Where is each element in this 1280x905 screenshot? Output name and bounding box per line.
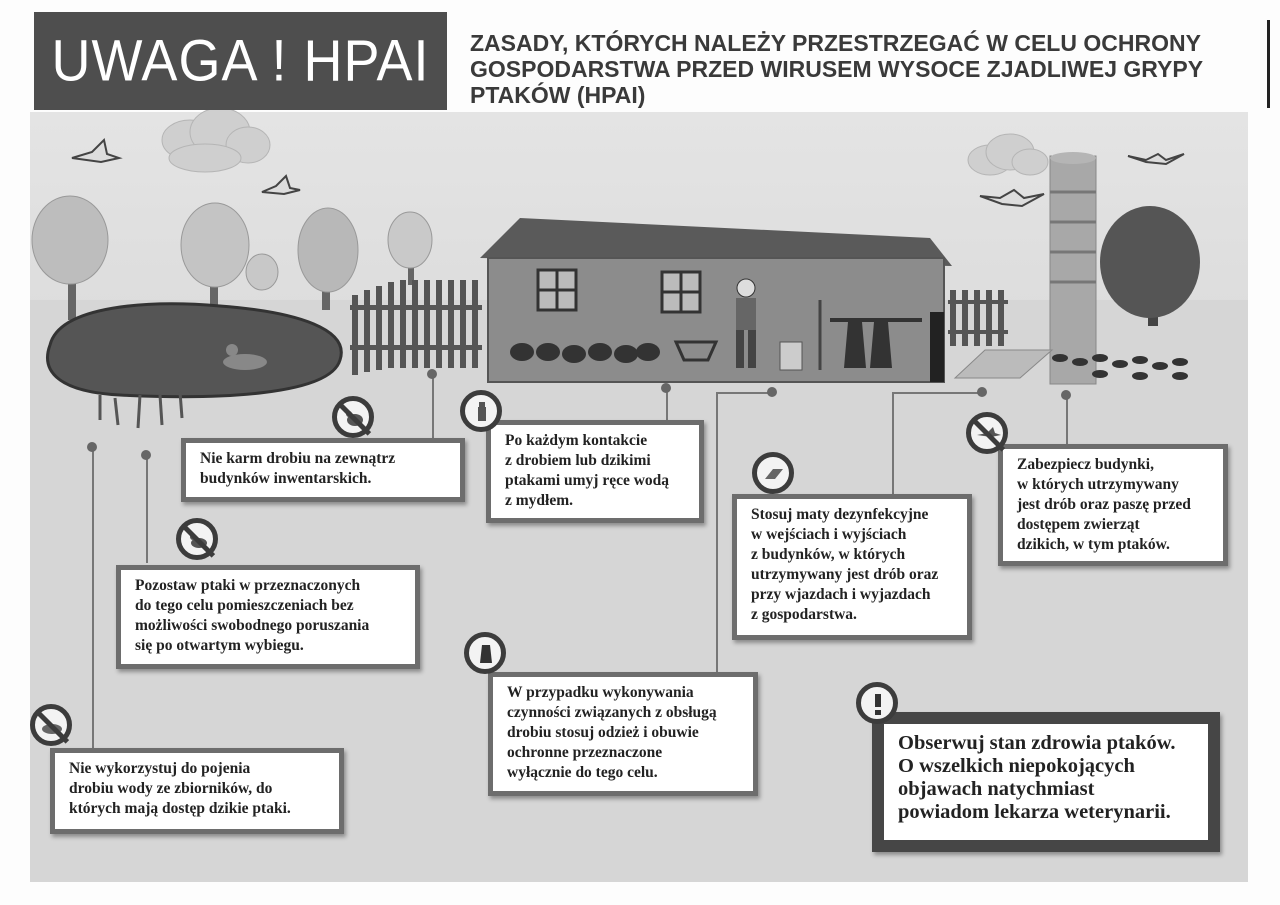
- cloud-left: [162, 108, 270, 172]
- leader-dot: [661, 383, 671, 393]
- fence-left: [350, 280, 482, 375]
- leader-dot: [141, 450, 151, 460]
- leader-dot: [767, 387, 777, 397]
- protective-apron-icon: [464, 632, 506, 674]
- leader-line: [1066, 398, 1068, 444]
- exclamation-icon: [856, 682, 898, 724]
- page-title: ZASADY, KTÓRYCH NALEŻY PRZESTRZEGAĆ W CELU OCHRONY GOSPODARSTWA PRZED WIRUSEM WYSOCE ZJADLIWEJ GRYPY PTAKÓW (HPAI): [470, 30, 1204, 108]
- no-wild-birds-icon: [966, 412, 1008, 454]
- tree-right: [1100, 206, 1200, 326]
- leader-line: [432, 374, 434, 438]
- leader-dot: [427, 369, 437, 379]
- trees-left: [32, 196, 432, 320]
- rule-observe-health: Obserwuj stan zdrowia ptaków. O wszelkich niepokojących objawach natychmiast powiadom lekarza weterynarii.: [872, 712, 1220, 852]
- rule-disinfection-mats: Stosuj maty dezynfekcyjne w wejściach i wyjściach z budynków, w których utrzymywany jest drób oraz przy wjazdach i wyjazdach z gospodarstwa.: [732, 494, 972, 640]
- rule-keep-birds-indoors: Pozostaw ptaki w przeznaczonych do tego celu pomieszczeniach bez możliwości swobodnego poruszania się po otwartym wybiegu.: [116, 565, 420, 669]
- warning-banner: [34, 12, 447, 110]
- banner-title: UWAGA ! HPAI: [51, 28, 430, 94]
- rule-secure-buildings: Zabezpiecz budynki, w których utrzymywany jest drób oraz paszę przed dostępem zwierząt dzikich, w tym ptaków.: [998, 444, 1228, 566]
- cloud-right: [968, 134, 1048, 175]
- doormat: [955, 350, 1052, 378]
- no-feeding-icon: [332, 396, 374, 438]
- edge-line: [1267, 20, 1270, 108]
- barn: [480, 218, 952, 382]
- leader-line: [146, 455, 148, 563]
- leader-line: [892, 392, 894, 496]
- leader-line: [716, 392, 718, 672]
- leader-line: [716, 392, 772, 394]
- no-free-range-icon: [176, 518, 218, 560]
- leader-dot: [977, 387, 987, 397]
- rule-protective-clothing: W przypadku wykonywania czynności związanych z obsługą drobiu stosuj odzież i obuwie ochronne przeznaczone wyłącznie do tego celu.: [488, 672, 758, 796]
- rule-no-wild-water: Nie wykorzystuj do pojenia drobiu wody ze zbiorników, do których mają dostęp dzikie ptaki.: [50, 748, 344, 834]
- leader-line: [892, 392, 982, 394]
- leader-dot: [1061, 390, 1071, 400]
- leader-line: [92, 446, 94, 748]
- pond: [48, 304, 342, 428]
- disinfection-mat-icon: [752, 452, 794, 494]
- rule-no-outdoor-feeding: Nie karm drobiu na zewnątrz budynków inwentarskich.: [181, 438, 465, 502]
- rule-wash-hands: Po każdym kontakcie z drobiem lub dzikimi ptakami umyj ręce wodą z mydłem.: [486, 420, 704, 523]
- leader-dot: [87, 442, 97, 452]
- silo: [1050, 152, 1096, 384]
- fence-right: [948, 290, 1008, 346]
- spray-bottle-icon: [460, 390, 502, 432]
- leader-line: [666, 390, 668, 420]
- no-wild-water-icon: [30, 704, 72, 746]
